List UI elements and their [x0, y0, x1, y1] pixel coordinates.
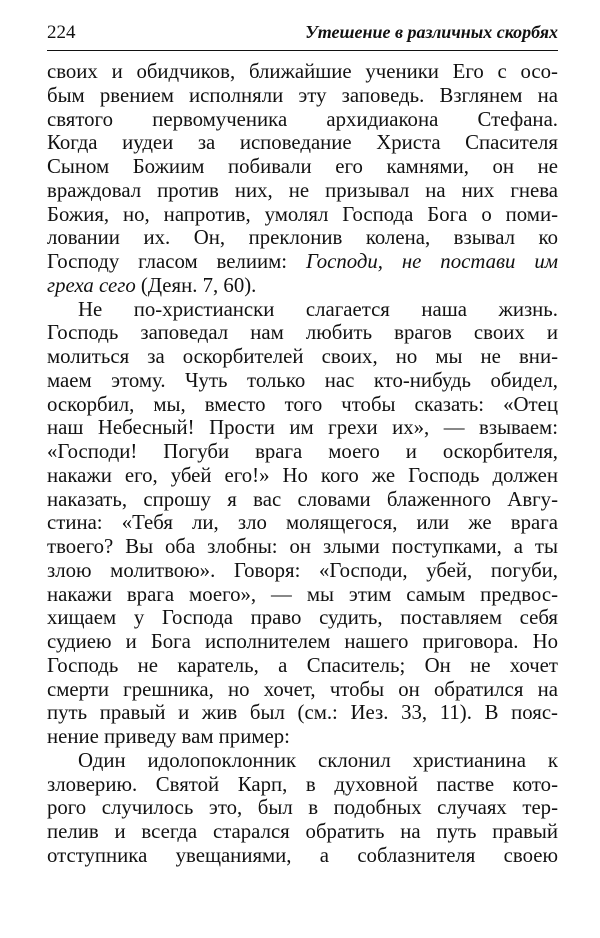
page-number: 224: [47, 22, 76, 43]
text-line: оскорбил, мы, вместо того чтобы сказать: «Отец: [47, 392, 558, 416]
text-line: отступника увещаниями, а соблазнителя своею: [47, 843, 558, 867]
text-line: хищаем у Господа право судить, поставляем себя: [47, 606, 558, 630]
text-line: стина: «Тебя ли, зло молящегося, или же врага: [47, 511, 558, 535]
text-line: «Господи! Погуби врага моего и оскорбителя,: [47, 440, 558, 463]
text-line: враждовал против них, не призывал на них гнева: [47, 178, 558, 202]
text-line: своих и обидчиков, ближайшие ученики Его с осо-: [47, 60, 558, 83]
text-line: судиею и Бога исполнителем нашего приговора. Но: [47, 630, 558, 653]
running-title: Утешение в различных скорбях: [305, 22, 558, 42]
text-line: Сыном Божиим побивали его камнями, он не: [47, 155, 558, 178]
text-line: святого первомученика архидиакона Стефана.: [47, 107, 558, 131]
page-body: [47, 60, 558, 868]
paragraph-start-line: Не по-христиански слагается наша жизнь.: [78, 297, 558, 321]
text-line: накажи врага моего», — мы этим самым предвос-: [47, 582, 558, 606]
text-line: злою молитвою». Говоря: «Господи, убей, погуби,: [47, 558, 558, 582]
text-line: нение приведу вам пример:: [47, 725, 290, 748]
text-line: зловерию. Святой Карп, в духовной пастве кото-: [47, 772, 558, 796]
text-line: наш Небесный! Прости им грехи их», — взываем:: [47, 416, 558, 440]
page-header: [47, 20, 558, 51]
text-line: путь правый и жив был (см.: Иез. 33, 11). В пояс-: [47, 701, 558, 725]
text-line: твоего? Вы оба злобны: он злыми поступками, а ты: [47, 535, 558, 558]
text-line: ловании их. Он, преклонив колена, взывал ко: [47, 226, 558, 250]
scripture-quote: греха сего: [47, 273, 136, 297]
scripture-quote: Господи, не постави им: [305, 250, 558, 273]
text-line: Господь не каратель, а Спаситель; Он не хочет: [47, 653, 558, 677]
text-line-with-quote: [47, 274, 558, 298]
text-line: Когда иудеи за исповедание Христа Спасителя: [47, 131, 558, 155]
text-line: накажи его, убей его!» Но кого же Господь должен: [47, 463, 558, 487]
scripture-reference: (Деян. 7, 60).: [135, 273, 257, 297]
text-line: молиться за оскорбителей своих, но мы не вни-: [47, 345, 558, 368]
text-line-with-quote: [47, 250, 558, 274]
text-line: смерти грешника, но хочет, чтобы он обратился на: [47, 677, 558, 701]
paragraph-start-line: Один идолопоклонник склонил христианина к: [78, 748, 558, 772]
text-line: Господь заповедал нам любить врагов своих и: [47, 321, 558, 345]
text-line: пелив и всегда старался обратить на путь правый: [47, 820, 558, 843]
text-line: рого случилось это, был в подобных случаях тер-: [47, 796, 558, 820]
text-segment: Господу гласом велиим:: [47, 250, 306, 273]
text-line: маем этому. Чуть только нас кто-нибудь обидел,: [47, 368, 558, 392]
text-line: наказать, спрошу я вас словами блаженного Авгу-: [47, 487, 558, 511]
text-line: бым рвением исполняли эту заповедь. Взглянем на: [47, 83, 558, 107]
text-line: Божия, но, напротив, умолял Господа Бога о поми-: [47, 202, 558, 226]
